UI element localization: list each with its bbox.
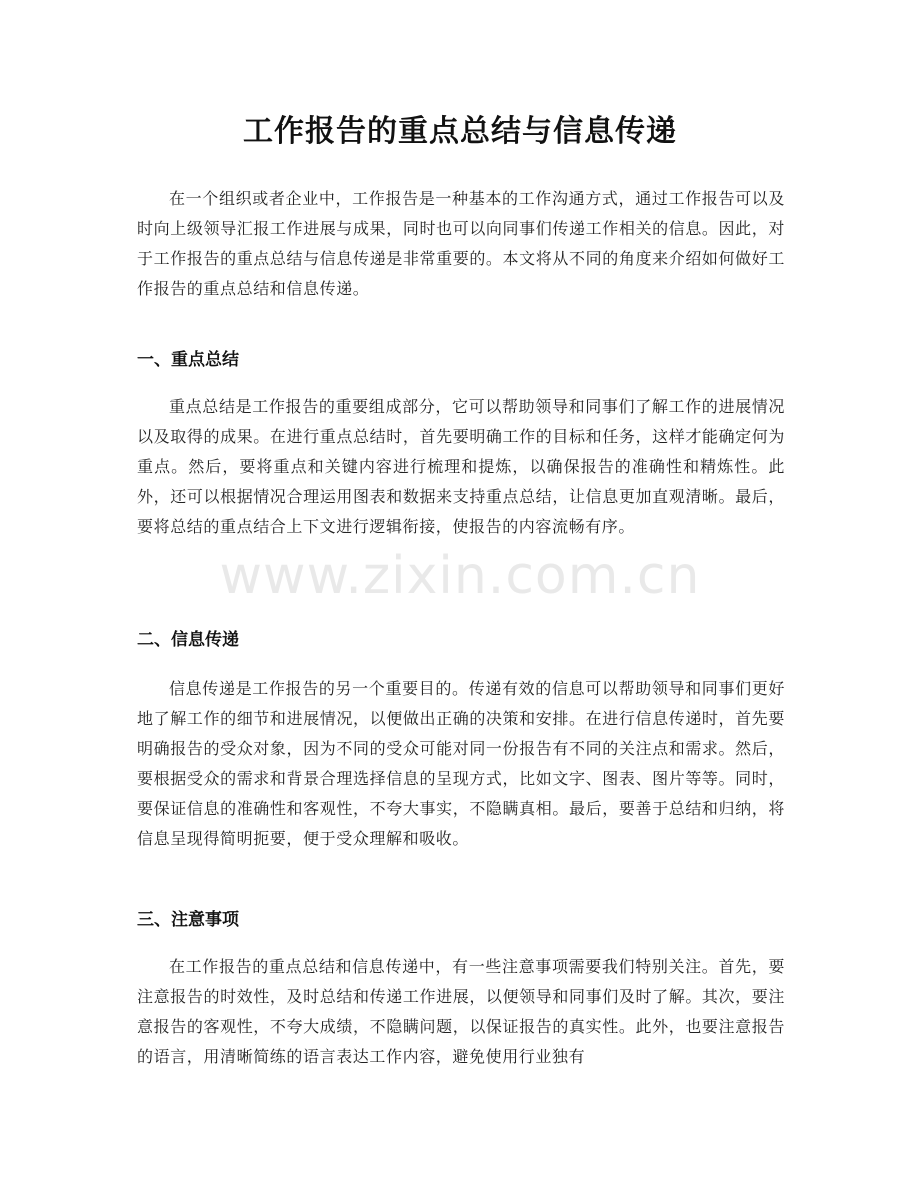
section-paragraph-communication: 信息传递是工作报告的另一个重要目的。传递有效的信息可以帮助领导和同事们更好地了解工作的细节和进展情况，以便做出正确的决策和安排。在进行信息传递时，首先要明确报告的受众对象，因为不同的受众可能对同一份报告有不同的关注点和需求。然后，要根据受众的需求和背景合理选择信息的呈现方式，比如文字、图表、图片等等。同时，要保证信息的准确性和客观性，不夸大事实，不隐瞒真相。最后，要善于总结和归纳，将信息呈现得简明扼要，便于受众理解和吸收。 [137,679,785,848]
section-heading-communication: 二、信息传递 [137,630,239,650]
watermark: www.zixin.com.cn [219,546,701,606]
page-title: 工作报告的重点总结与信息传递 [243,114,677,149]
section-paragraph-notes: 在工作报告的重点总结和信息传递中，有一些注意事项需要我们特别关注。首先，要注意报告的时效性，及时总结和传递工作进展，以便领导和同事们及时了解。其次，要注意报告的客观性，不夸大成绩，不隐瞒问题，以保证报告的真实性。此外，也要注意报告的语言，用清晰简练的语言表达工作内容，避免使用行业独有 [137,957,785,1066]
intro-paragraph: 在一个组织或者企业中，工作报告是一种基本的工作沟通方式，通过工作报告可以及时向上级领导汇报工作进展与成果，同时也可以向同事们传递工作相关的信息。因此，对于工作报告的重点总结与信息传递是非常重要的。本文将从不同的角度来介绍如何做好工作报告的重点总结和信息传递。 [137,189,785,298]
section-paragraph-summary: 重点总结是工作报告的重要组成部分，它可以帮助领导和同事们了解工作的进展情况以及取得的成果。在进行重点总结时，首先要明确工作的目标和任务，这样才能确定何为重点。然后，要将重点和关键内容进行梳理和提炼，以确保报告的准确性和精炼性。此外，还可以根据情况合理运用图表和数据来支持重点总结，让信息更加直观清晰。最后，要将总结的重点结合上下文进行逻辑衔接，使报告的内容流畅有序。 [137,397,785,536]
section-heading-summary: 一、重点总结 [137,350,239,370]
section-heading-notes: 三、注意事项 [137,910,239,930]
